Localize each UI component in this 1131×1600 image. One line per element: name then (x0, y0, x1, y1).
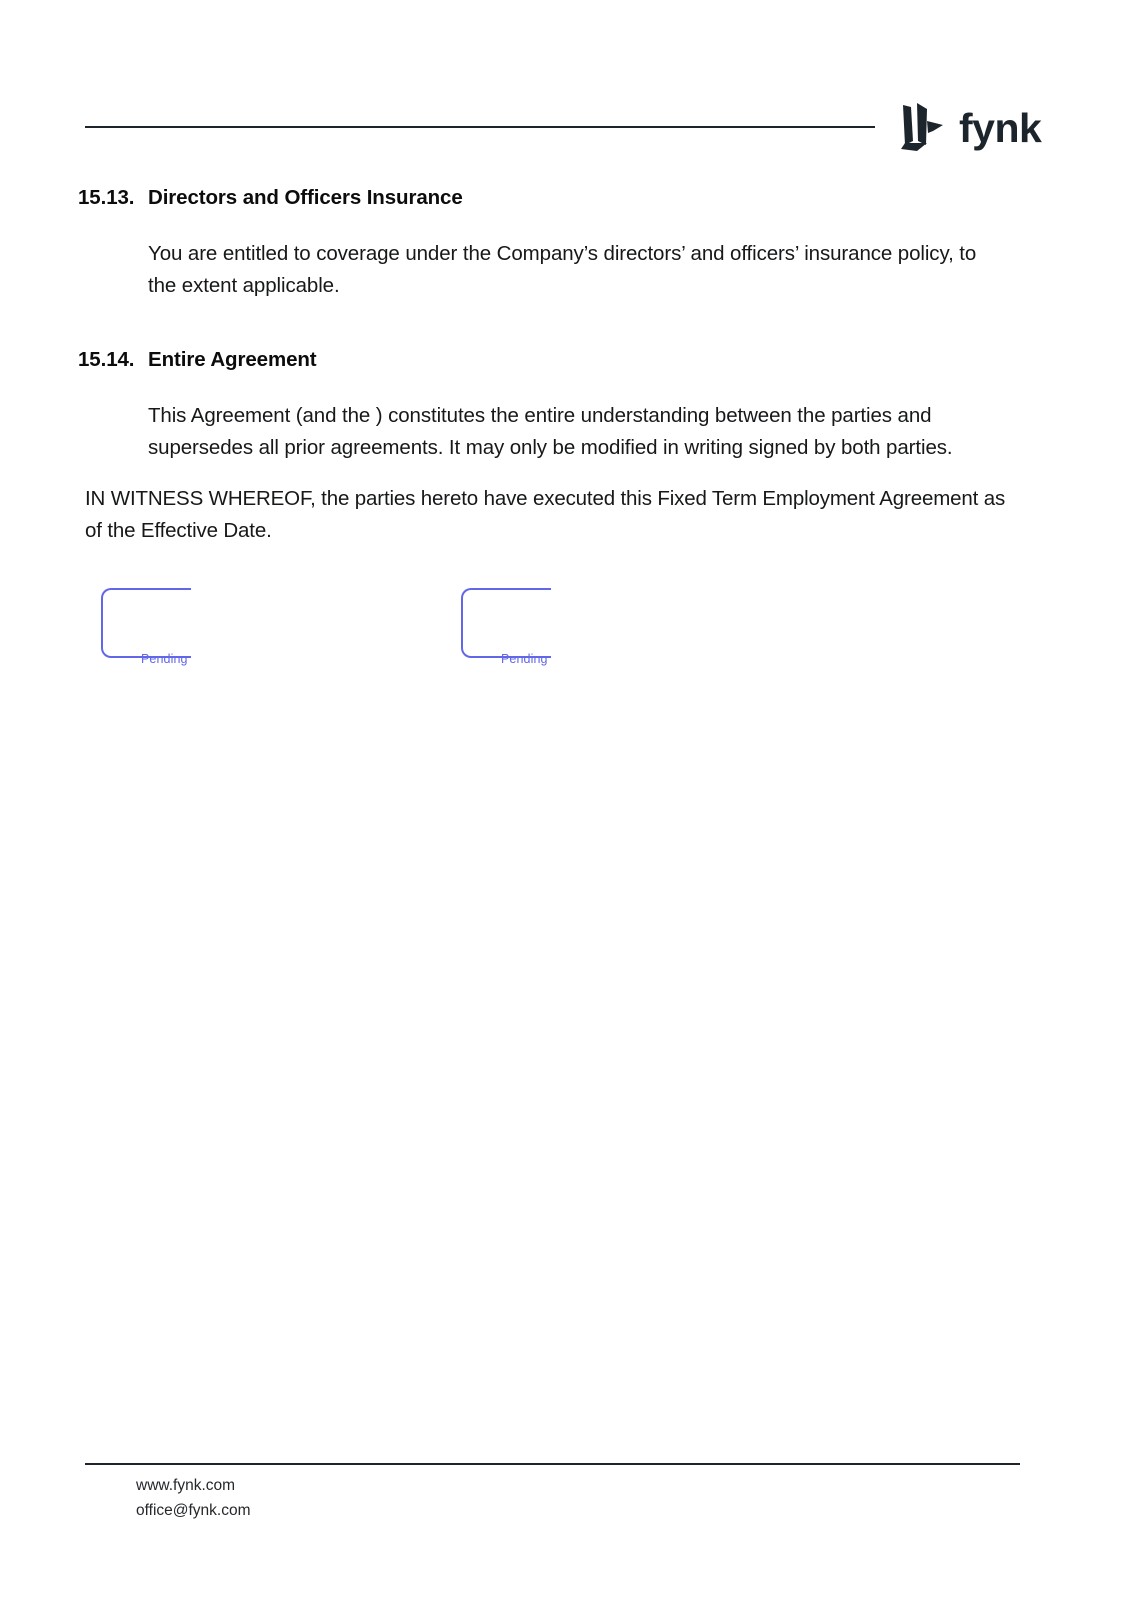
footer-website[interactable]: www.fynk.com (136, 1477, 236, 1494)
origami-bird-icon (893, 101, 949, 153)
clause-body-15-14: This Agreement (and the ) constitutes the entire understanding between the parties and supersedes all prior agreements. It may only be modified in writing signed by both parties. (148, 404, 953, 459)
clause-number: 15.13. (78, 186, 135, 209)
clause-number: 15.14. (78, 348, 135, 371)
footer-email[interactable]: office@fynk.com (136, 1502, 251, 1519)
clause-title: Entire Agreement (148, 348, 317, 371)
footer-contact (136, 1473, 251, 1523)
brand-logo (893, 96, 1042, 158)
signature-row (0, 588, 1131, 683)
signature-bracket-icon (461, 588, 551, 658)
page-header (0, 96, 1131, 162)
clause-heading-15-14 (78, 348, 1038, 372)
brand-wordmark: fynk (959, 104, 1042, 151)
footer-divider (85, 1463, 1020, 1465)
clause-body-15-13: You are entitled to coverage under the Company’s directors’ and officers’ insurance policy, to the extent applicable. (148, 242, 977, 297)
signature-bracket-icon (101, 588, 191, 658)
signature-field-2[interactable] (461, 588, 661, 678)
clause-title: Directors and Officers Insurance (148, 186, 463, 209)
header-divider (85, 126, 875, 128)
signature-status-badge: Pending (141, 652, 188, 666)
witness-paragraph: IN WITNESS WHEREOF, the parties hereto have executed this Fixed Term Employment Agreement as of the Effective Date. (85, 487, 1006, 542)
signature-status-badge: Pending (501, 652, 548, 666)
clause-heading-15-13 (78, 186, 1038, 210)
signature-field-1[interactable] (101, 588, 301, 678)
